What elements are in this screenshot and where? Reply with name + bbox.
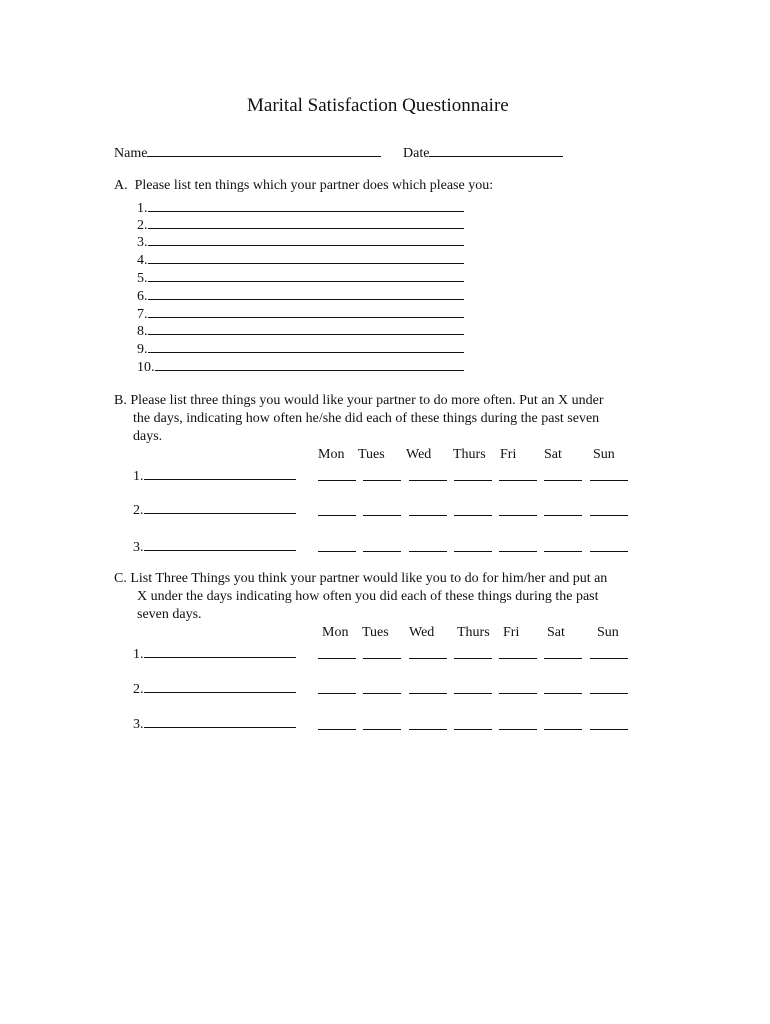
answer-line[interactable]: [148, 267, 464, 282]
answer-line[interactable]: [144, 678, 296, 693]
section-b-line-1: B. Please list three things you would like your partner to do more often. Put an X under: [114, 393, 604, 408]
answer-line[interactable]: [155, 356, 464, 371]
day-blank[interactable]: [409, 728, 447, 730]
day-blank[interactable]: [499, 692, 537, 694]
day-blank[interactable]: [318, 692, 356, 694]
day-header: Mon: [318, 447, 345, 462]
day-blank[interactable]: [363, 550, 401, 552]
row-number: 3.: [133, 717, 144, 732]
day-blank[interactable]: [318, 550, 356, 552]
day-header: Sun: [597, 625, 619, 640]
answer-line[interactable]: [148, 303, 464, 318]
day-header: Tues: [362, 625, 389, 640]
answer-line[interactable]: [148, 338, 464, 353]
section-b-row-3[interactable]: [133, 536, 296, 557]
day-header: Fri: [503, 625, 520, 640]
day-blank[interactable]: [409, 550, 447, 552]
answer-line[interactable]: [148, 197, 464, 212]
item-number: 7.: [137, 307, 148, 322]
day-blank[interactable]: [499, 728, 537, 730]
day-blank[interactable]: [544, 514, 582, 516]
day-blank[interactable]: [363, 657, 401, 659]
day-blank[interactable]: [318, 514, 356, 516]
day-blank[interactable]: [454, 692, 492, 694]
section-c-line-1: C. List Three Things you think your partner would like you to do for him/her and put an: [114, 571, 608, 586]
day-blank[interactable]: [544, 657, 582, 659]
day-blank[interactable]: [544, 550, 582, 552]
item-number: 2.: [137, 218, 148, 233]
day-header: Sun: [593, 447, 615, 462]
day-header: Tues: [358, 447, 385, 462]
answer-line[interactable]: [148, 285, 464, 300]
day-blank[interactable]: [590, 657, 628, 659]
section-c-row-3[interactable]: [133, 713, 296, 734]
answer-line[interactable]: [148, 320, 464, 335]
section-b-row-2[interactable]: [133, 499, 296, 520]
section-b-line-3: days.: [133, 429, 163, 444]
section-c-row-1[interactable]: [133, 643, 296, 664]
item-number: 8.: [137, 324, 148, 339]
section-a-text: Please list ten things which your partner does which please you:: [134, 178, 494, 193]
day-header: Wed: [409, 625, 435, 640]
day-blank[interactable]: [499, 479, 537, 481]
section-a-prompt: [114, 177, 493, 195]
day-blank[interactable]: [544, 479, 582, 481]
day-blank[interactable]: [318, 728, 356, 730]
name-field[interactable]: [147, 142, 381, 157]
day-blank[interactable]: [454, 728, 492, 730]
item-number: 9.: [137, 342, 148, 357]
day-blank[interactable]: [454, 514, 492, 516]
day-header: Wed: [406, 447, 432, 462]
row-number: 2.: [133, 503, 144, 518]
answer-line[interactable]: [144, 465, 296, 480]
name-row: [114, 142, 381, 163]
answer-line[interactable]: [148, 214, 464, 229]
day-blank[interactable]: [590, 550, 628, 552]
day-header: Mon: [322, 625, 349, 640]
day-blank[interactable]: [363, 514, 401, 516]
item-number: 5.: [137, 271, 148, 286]
day-blank[interactable]: [318, 657, 356, 659]
answer-line[interactable]: [144, 643, 296, 658]
day-blank[interactable]: [318, 479, 356, 481]
row-number: 2.: [133, 682, 144, 697]
day-blank[interactable]: [363, 728, 401, 730]
section-c-row-2[interactable]: [133, 678, 296, 699]
day-blank[interactable]: [409, 657, 447, 659]
list-item[interactable]: [137, 356, 464, 377]
answer-line[interactable]: [144, 536, 296, 551]
answer-line[interactable]: [148, 231, 464, 246]
day-blank[interactable]: [499, 550, 537, 552]
day-blank[interactable]: [590, 728, 628, 730]
day-blank[interactable]: [499, 657, 537, 659]
day-header: Sat: [547, 625, 565, 640]
section-c-line-3: seven days.: [137, 607, 202, 622]
page-title: Marital Satisfaction Questionnaire: [247, 95, 509, 116]
day-blank[interactable]: [454, 657, 492, 659]
section-b-line-2: the days, indicating how often he/she did each of these things during the past seven: [133, 411, 600, 426]
day-header: Sat: [544, 447, 562, 462]
day-blank[interactable]: [363, 692, 401, 694]
day-blank[interactable]: [590, 692, 628, 694]
date-label: Date: [403, 146, 430, 161]
day-header: Thurs: [453, 447, 486, 462]
item-number: 10.: [137, 360, 155, 375]
date-field[interactable]: [429, 142, 563, 157]
item-number: 3.: [137, 235, 148, 250]
section-c-line-2: X under the days indicating how often you did each of these things during the past: [137, 589, 599, 604]
day-blank[interactable]: [590, 479, 628, 481]
day-header: Thurs: [457, 625, 490, 640]
day-blank[interactable]: [363, 479, 401, 481]
day-blank[interactable]: [499, 514, 537, 516]
answer-line[interactable]: [144, 713, 296, 728]
section-b-row-1[interactable]: [133, 465, 296, 486]
day-blank[interactable]: [454, 479, 492, 481]
answer-line[interactable]: [148, 249, 464, 264]
item-number: 6.: [137, 289, 148, 304]
section-a-marker: A.: [114, 178, 128, 193]
day-blank[interactable]: [544, 692, 582, 694]
answer-line[interactable]: [144, 499, 296, 514]
day-header: Fri: [500, 447, 517, 462]
date-row: [403, 142, 563, 163]
item-number: 4.: [137, 253, 148, 268]
day-blank[interactable]: [454, 550, 492, 552]
row-number: 1.: [133, 469, 144, 484]
day-blank[interactable]: [409, 692, 447, 694]
item-number: 1.: [137, 201, 148, 216]
row-number: 1.: [133, 647, 144, 662]
row-number: 3.: [133, 540, 144, 555]
name-label: Name: [114, 146, 148, 161]
day-blank[interactable]: [409, 514, 447, 516]
day-blank[interactable]: [409, 479, 447, 481]
day-blank[interactable]: [544, 728, 582, 730]
day-blank[interactable]: [590, 514, 628, 516]
